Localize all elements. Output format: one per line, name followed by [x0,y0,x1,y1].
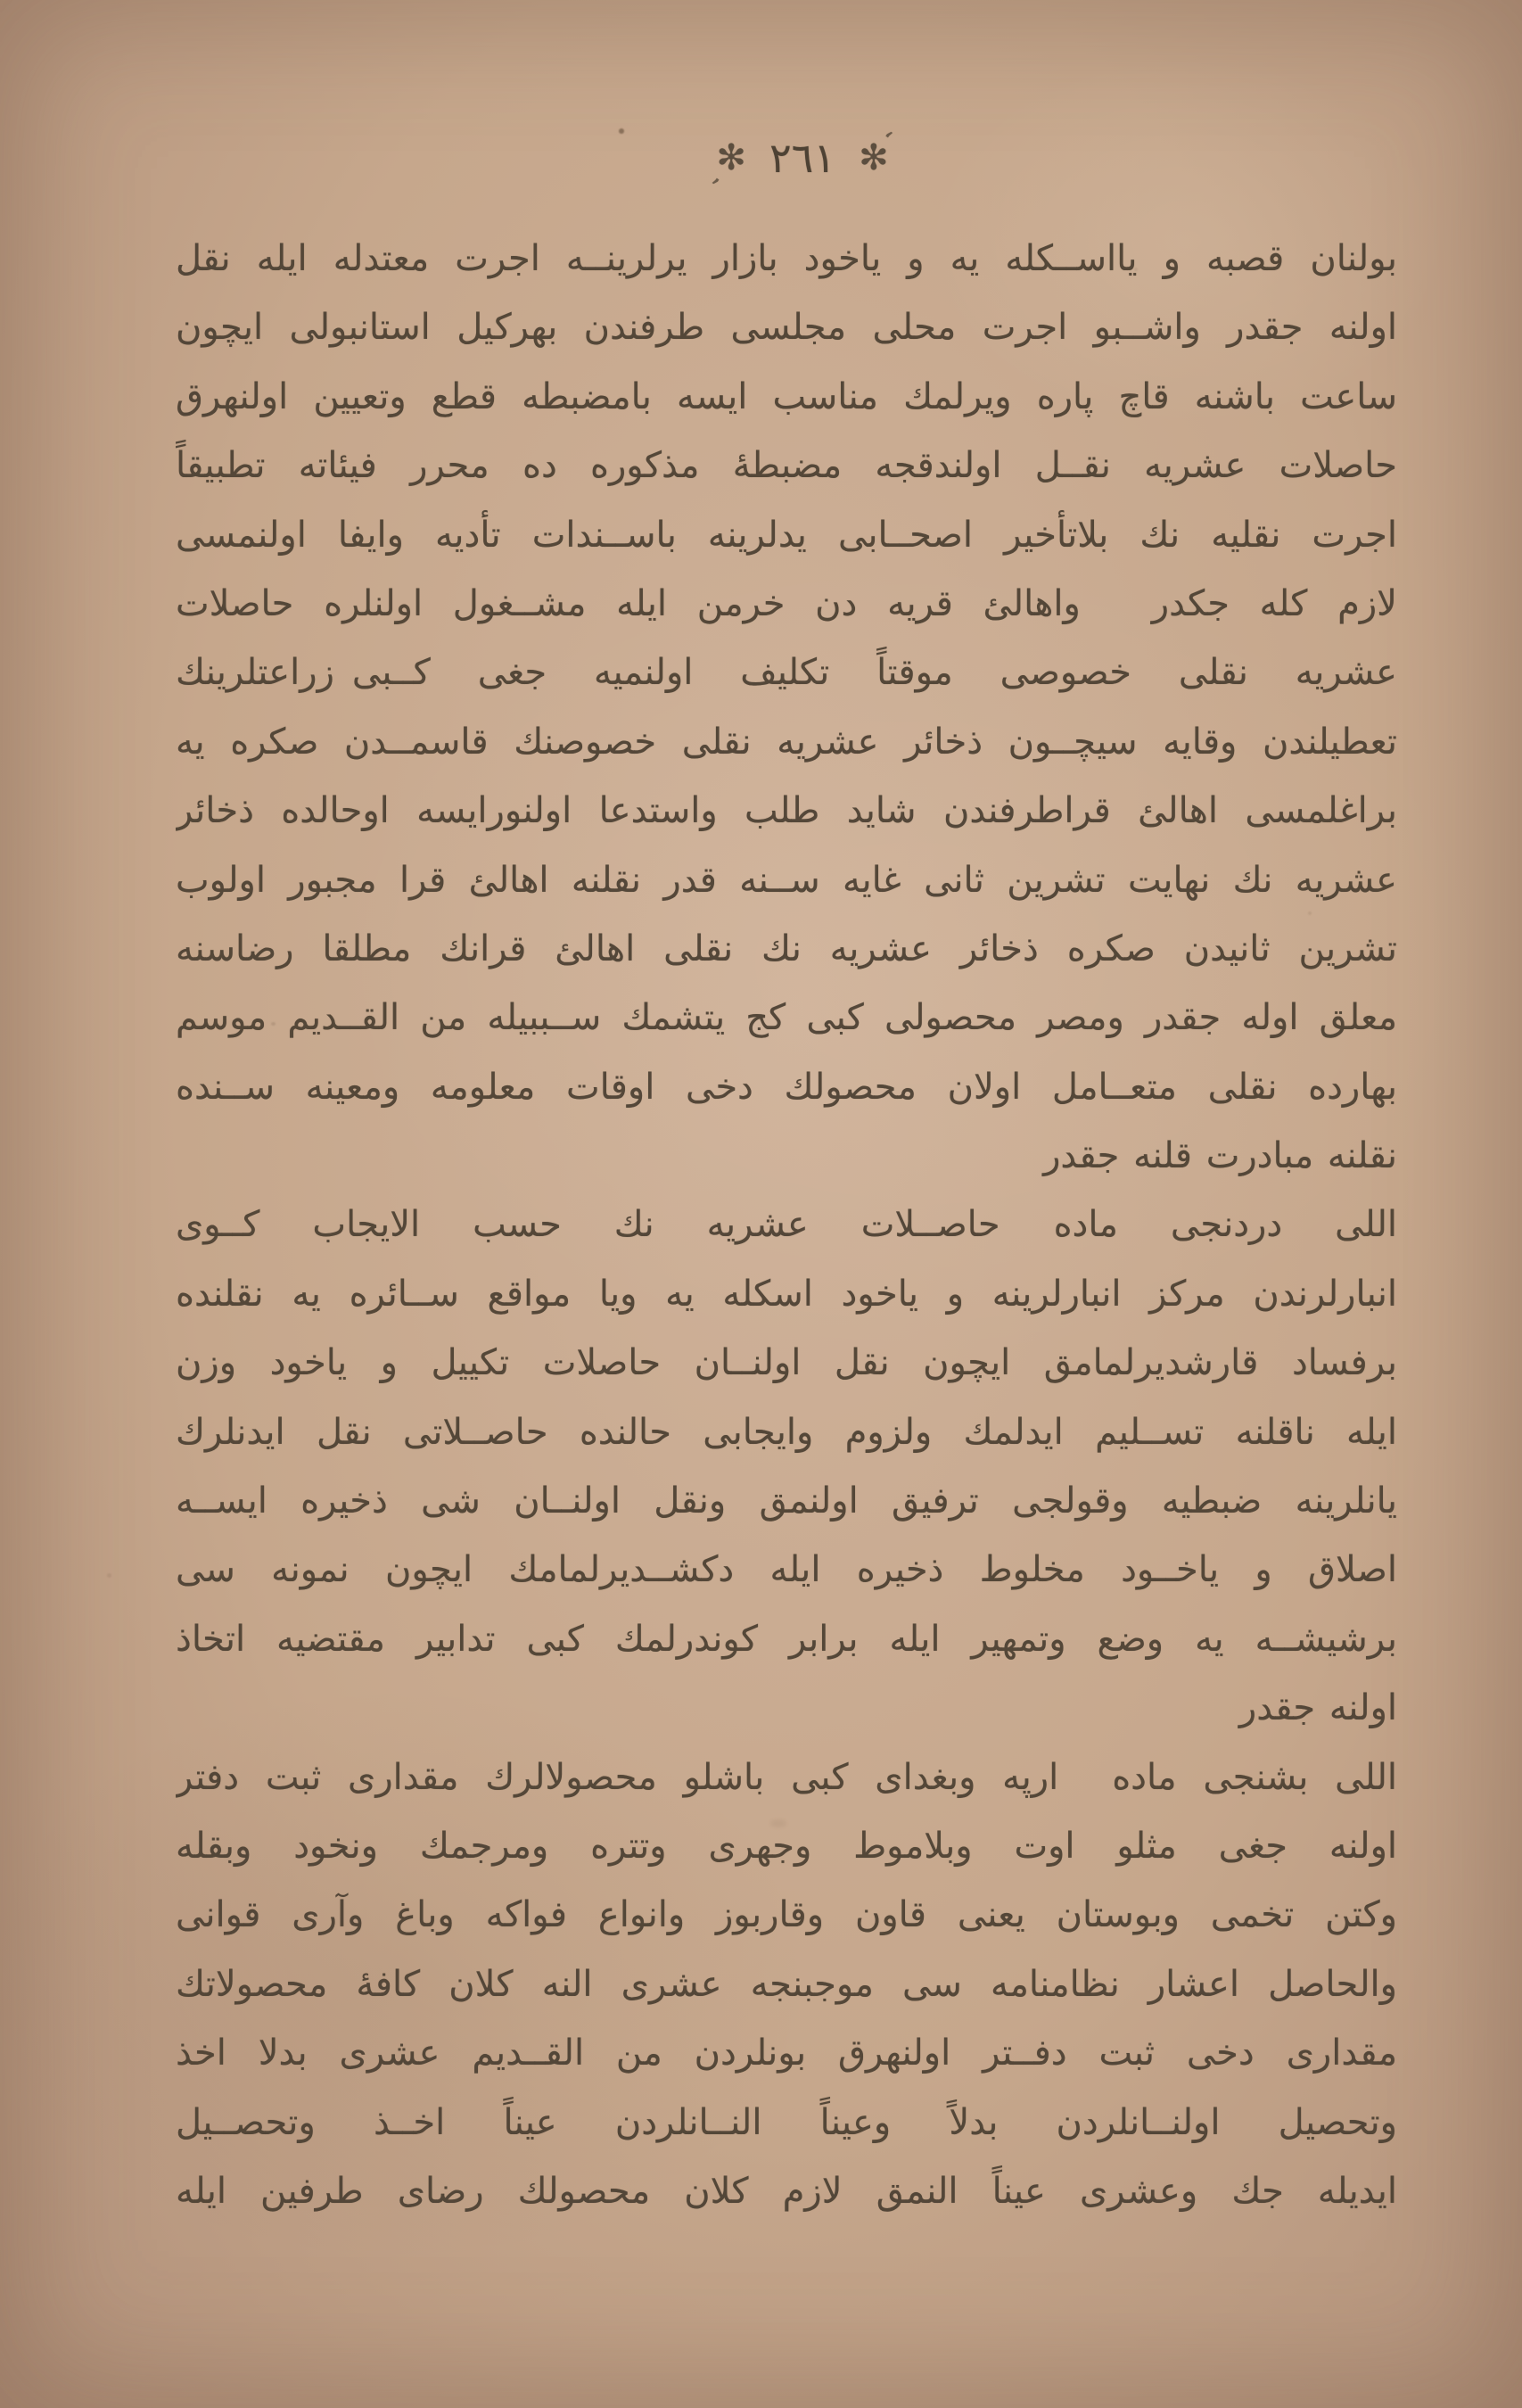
text-line: برشیشــه یه وضع وتمهیر ایله برابر كوندرلمك كبی تدابیر مقتضیه اتخاذ [176,1618,1397,1660]
text-line: برفساد قارشدیرلمامق ایچون نقل اولنــان حاصلات تكییل و یاخود وزن [176,1342,1397,1384]
text-line: اللی بشنجی ماده ارپه وبغدای كبی باشلو محصولالرك مقداری ثبت دفتر [176,1756,1397,1798]
paper-speck [1134,268,1138,271]
text-line: اولنه جغی مثلو اوت وبلاموط وجهری وتتره ومرجمك ونخود وبقله [176,1825,1397,1867]
paper-speck [271,1022,276,1026]
text-line: معلق اوله جقدر ومصر محصولی كبی كج یتشمك ســببیله من القــدیم موسم [176,997,1397,1039]
paper-speck [619,128,624,134]
page-number-row [192,114,1413,202]
text-line: نقلنه مبادرت قلنه جقدر [1043,1135,1397,1177]
paper-speck [1308,911,1312,915]
text-line: ساعت باشنه قاچ پاره ویرلمك مناسب ایسه بامضبطه قطع وتعیین اولنهرق [176,375,1397,417]
page-number: ٢٦١ [769,134,836,182]
text-line: اجرت نقلیه نك بلاتأخیر اصحــابی یدلرینه باســندات تأدیه وایفا اولنمسی [176,514,1397,556]
text-line: لازم كله جكدر واهالئ قریه دن خرمن ایله مشــغول اولنلره حاصلات [176,582,1397,624]
text-line: والحاصل اعشار نظامنامه سی موجبنجه عشری النه كلان كافهٔ محصولاتك [176,1963,1397,2005]
text-line: تعطیلندن وقایه سیچــون ذخائر عشریه نقلی خصوصنك قاسمــدن صكره یه [176,721,1397,763]
text-line: حاصلات عشریه نقــل اولندقجه مضبطهٔ مذكوره ده محرر فیئاته تطبیقاً [176,445,1397,487]
floral-ornament-icon: ✻ ، [700,137,746,202]
text-line: مقداری دخی ثبت دفــتر اولنهرق بونلردن من القــدیم عشری بدلا اخذ [176,2033,1397,2074]
text-line: اللی دردنجی ماده حاصــلات عشریه نك حسب الایجاب كــوی [176,1204,1397,1246]
text-line: انبارلرندن مركز انبارلرینه و یاخود اسكله یه ویا مواقع ســائره یه نقلنده [176,1273,1397,1315]
text-line: عشریه نك نهایت تشرین ثانی غایه ســنه قدر نقلنه اهالئ قرا مجبور اولوب [176,859,1397,901]
text-line: اولنه جقدر [1238,1687,1397,1729]
text-line: تشرین ثانیدن صكره ذخائر عشریه نك نقلی اهالئ قرانك مطلقا رضاسنه [176,928,1397,969]
text-line: اولنه جقدر واشــبو اجرت محلی مجلسی طرفندن بهركیل استانبولی ایچون [176,307,1397,349]
text-line: بهارده نقلی متعــامل اولان محصولك دخی اوقات معلومه ومعینه ســنده [176,1066,1397,1108]
floral-ornament-icon: ✻ ، [859,114,905,178]
leaf-curl-icon: ، [700,170,726,202]
paper-speck [770,1819,786,1827]
text-line: ایله ناقلنه تســلیم ایدلمك ولزوم وایجابی حالنده حاصــلاتی نقل ایدنلرك [176,1411,1397,1453]
paper-speck [107,1573,111,1578]
text-line: وتحصیل اولنــانلردن بدلاً وعیناً النــانلردن عیناً اخــذ وتحصــیل [176,2101,1397,2143]
text-line: عشریه نقلی خصوصی موقتاً تكلیف اولنمیه جغی كــبی زراعتلرینك [176,652,1397,694]
text-line: یانلرینه ضبطیه وقولجی ترفیق اولنمق ونقل اولنــان شی ذخیره ایســه [176,1480,1397,1522]
body-text [176,225,1397,2408]
text-line: ایدیله جك وعشری عیناً النمق لازم كلان محصولك رضای طرفین ایله [176,2170,1397,2212]
text-line: بولنان قصبه و یااســكله یه و یاخود بازار یرلرینــه اجرت معتدله ایله نقل [176,238,1397,279]
text-line: وكتن تخمی وبوستان یعنی قاون وقاربوز وانواع فواكه وباغ وآری قوانی [176,1894,1397,1936]
text-line: اصلاق و یاخــود مخلوط ذخیره ایله دكشــدیرلمامك ایچون نمونه سی [176,1549,1397,1591]
leaf-curl-icon: ، [879,114,905,145]
text-line: براغلمسی اهالئ قراطرفندن شاید طلب واستدعا اولنورایسه اوحالده ذخائر [176,790,1397,832]
